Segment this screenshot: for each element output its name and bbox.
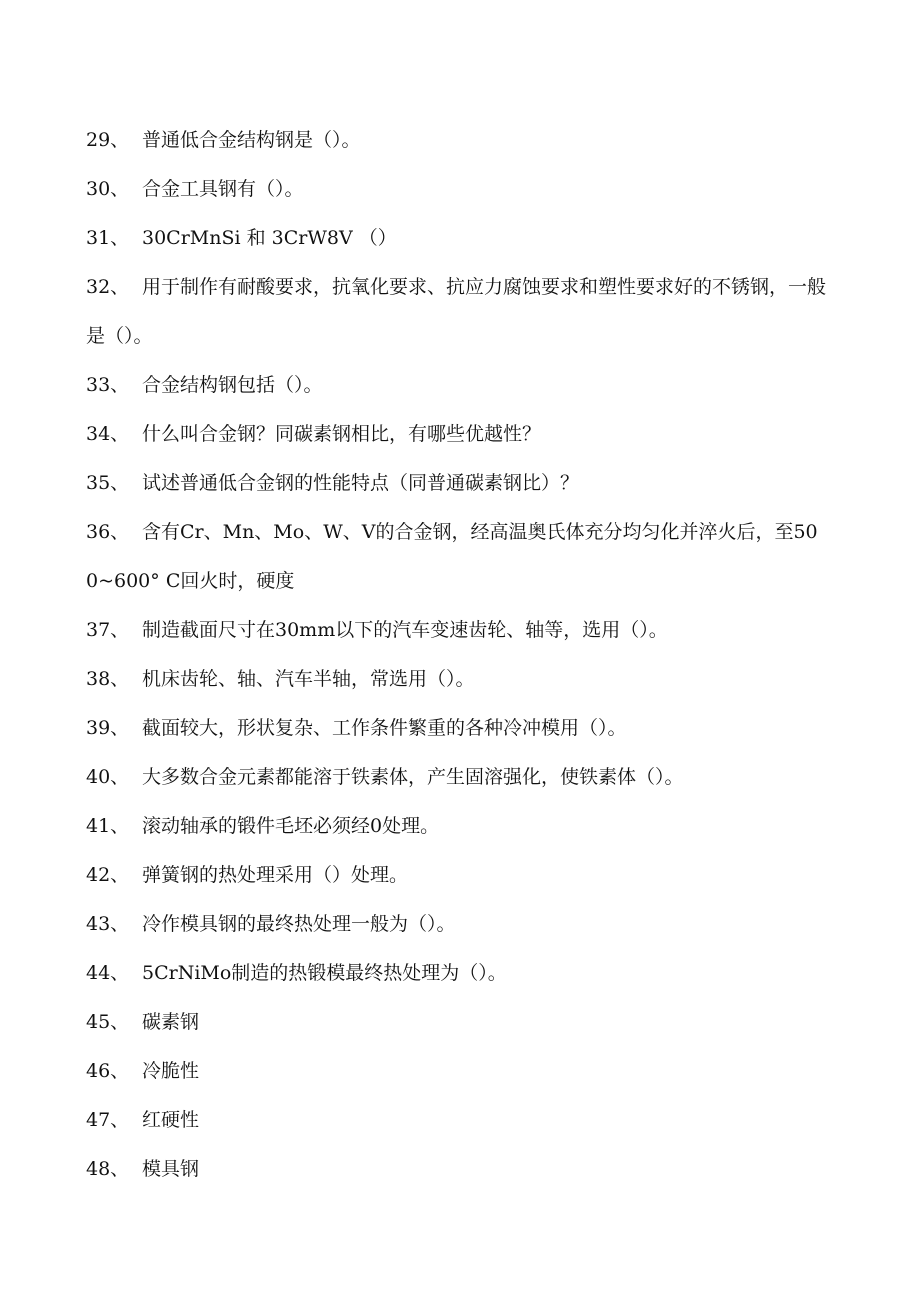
- question-item: [86, 1145, 826, 1194]
- question-number: 37、: [86, 619, 130, 641]
- question-item: [86, 214, 826, 263]
- question-text: 碳素钢: [142, 1011, 200, 1033]
- question-item: [86, 1047, 826, 1096]
- question-item: [86, 1096, 826, 1145]
- question-number: 41、: [86, 815, 130, 837]
- question-text: 合金结构钢包括（）。: [142, 374, 323, 396]
- question-number: 33、: [86, 374, 130, 396]
- question-number: 47、: [86, 1109, 130, 1131]
- question-item: [86, 655, 826, 704]
- question-number: 34、: [86, 423, 130, 445]
- question-item: [86, 900, 826, 949]
- question-item: [86, 753, 826, 802]
- question-text: 冷脆性: [142, 1060, 200, 1082]
- question-number: 31、: [86, 227, 130, 249]
- question-item: [86, 851, 826, 900]
- question-number: 29、: [86, 129, 130, 151]
- question-text: 冷作模具钢的最终热处理一般为（）。: [142, 913, 456, 935]
- question-number: 48、: [86, 1158, 130, 1180]
- question-number: 43、: [86, 913, 130, 935]
- question-number: 39、: [86, 717, 130, 739]
- question-text: 红硬性: [142, 1109, 200, 1131]
- question-text: 截面较大，形状复杂、工作条件繁重的各种冷冲模用（）。: [142, 717, 627, 739]
- question-item: [86, 263, 826, 361]
- question-item: [86, 165, 826, 214]
- question-text: 制造截面尺寸在30mm以下的汽车变速齿轮、轴等，选用（）。: [142, 619, 668, 641]
- question-number: 45、: [86, 1011, 130, 1033]
- question-number: 44、: [86, 962, 130, 984]
- question-item: [86, 802, 826, 851]
- question-text: 滚动轴承的锻件毛坯必须经0处理。: [142, 815, 440, 837]
- question-list: [86, 116, 826, 1194]
- question-number: 35、: [86, 472, 130, 494]
- question-item: [86, 606, 826, 655]
- question-item: [86, 949, 826, 998]
- question-number: 46、: [86, 1060, 130, 1082]
- question-item: [86, 116, 826, 165]
- question-text: 什么叫合金钢？同碳素钢相比，有哪些优越性？: [142, 423, 542, 445]
- question-item: [86, 704, 826, 753]
- question-item: [86, 998, 826, 1047]
- question-item: [86, 361, 826, 410]
- question-text: 5CrNiMo制造的热锻模最终热处理为（）。: [142, 962, 507, 984]
- question-number: 30、: [86, 178, 130, 200]
- question-item: [86, 508, 826, 606]
- question-item: [86, 410, 826, 459]
- question-text: 机床齿轮、轴、汽车半轴，常选用（）。: [142, 668, 475, 690]
- question-text: 模具钢: [142, 1158, 200, 1180]
- question-text: 30CrMnSi 和 3CrW8V （）: [142, 227, 397, 249]
- question-number: 38、: [86, 668, 130, 690]
- question-text: 弹簧钢的热处理采用（）处理。: [142, 864, 409, 886]
- question-number: 36、: [86, 521, 130, 543]
- question-text: 大多数合金元素都能溶于铁素体，产生固溶强化，使铁素体（）。: [142, 766, 684, 788]
- question-number: 42、: [86, 864, 130, 886]
- question-text: 普通低合金结构钢是（）。: [142, 129, 361, 151]
- question-text: 合金工具钢有（）。: [142, 178, 304, 200]
- question-text: 用于制作有耐酸要求，抗氧化要求、抗应力腐蚀要求和塑性要求好的不锈钢，一般是（）。: [86, 276, 827, 347]
- question-text: 含有Cr、Mn、Mo、W、V的合金钢，经高温奥氏体充分均匀化并淬火后，至500~600° C回火时，硬度: [86, 521, 818, 592]
- question-number: 32、: [86, 276, 130, 298]
- question-text: 试述普通低合金钢的性能特点（同普通碳素钢比）？: [142, 472, 580, 494]
- question-item: [86, 459, 826, 508]
- question-number: 40、: [86, 766, 130, 788]
